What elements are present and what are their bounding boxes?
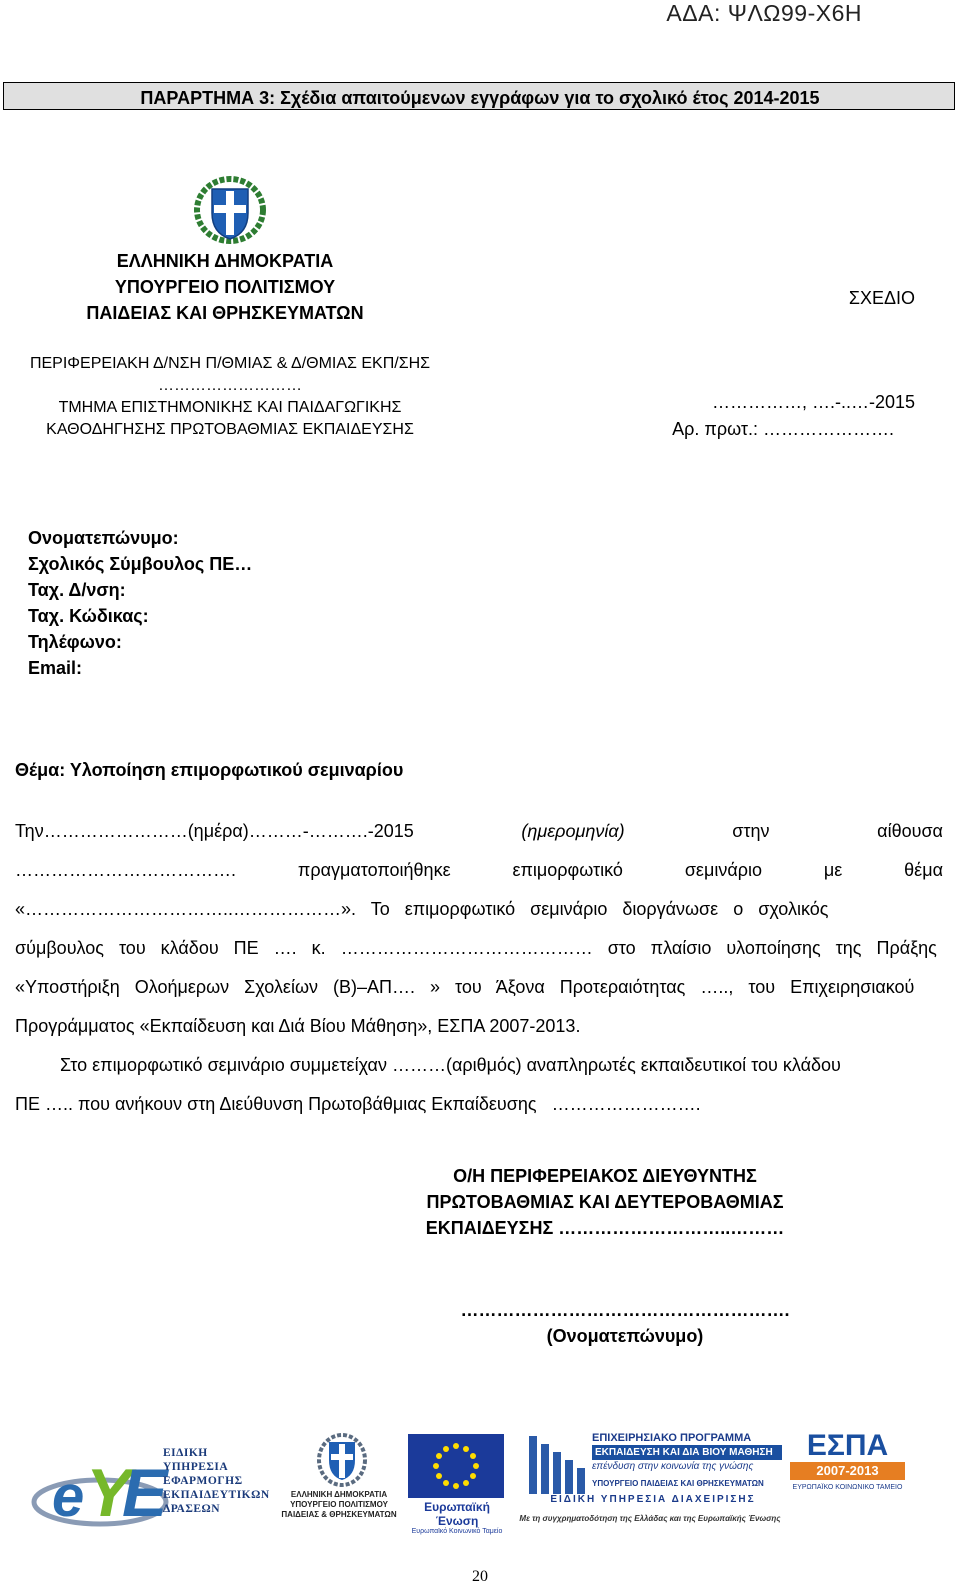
greek-emblem-icon (192, 175, 268, 245)
contact-email: Email: (28, 658, 83, 678)
cofunding-text: Με τη συγχρηματοδότηση της Ελλάδας και της Ευρωπαϊκής Ένωσης (519, 1514, 781, 1523)
signature-block (400, 1163, 810, 1241)
protocol-number: Αρ. πρωτ.: …………………. (672, 419, 894, 439)
body-fragment: Την……………………(ημέρα)………-……….-2015 (15, 821, 414, 841)
date-line: ……………, ….-..…-2015 (711, 392, 915, 412)
body-fragment: στην (732, 821, 770, 841)
contact-block (28, 525, 252, 681)
body-line: Προγράμματος «Εκπαίδευση και Διά Βίου Μάθηση», ΕΣΠΑ 2007-2013. (15, 1016, 581, 1036)
logo-text-line: ΕΚΠΑΙΔΕΥΣΗ ΚΑΙ ΔΙΑ ΒΙΟΥ ΜΑΘΗΣΗ (592, 1445, 782, 1460)
body-fragment: (ημερομηνία) (521, 821, 625, 841)
signature-line: Ο/Η ΠΕΡΙΦΕΡΕΙΑΚΟΣ ΔΙΕΥΘΥΝΤΗΣ (453, 1166, 757, 1186)
header-line: ΕΛΛΗΝΙΚΗ ΔΗΜΟΚΡΑΤΙΑ (116, 251, 334, 271)
body-fragment: με (823, 860, 843, 880)
logo-text-line: ΠΑΙΔΕΙΑΣ & ΘΡΗΣΚΕΥΜΑΤΩΝ (281, 1510, 397, 1519)
body-line: «Υποστήριξη Ολοήμερων Σχολείων (Β)–ΑΠ…. » του Άξονα Προτεραιότητας ….., του Επιχειρησιακού (15, 977, 915, 997)
ep-service-text: ΕΙΔΙΚΗ ΥΠΗΡΕΣΙΑ ΔΙΑΧΕΙΡΙΣΗΣ (550, 1494, 756, 1505)
signature-name-block (460, 1297, 790, 1349)
logo-text-line: Ευρωπαϊκή Ένωση (424, 1500, 490, 1528)
body-line: ΠΕ ….. που ανήκουν στη Διεύθυνση Πρωτοβάθμιας Εκπαίδευσης ……………………. (15, 1094, 701, 1114)
espa-years: 2007-2013 (790, 1462, 905, 1480)
contact-phone: Τηλέφωνο: (28, 632, 122, 652)
body-line (15, 812, 943, 851)
body-fragment: θέμα (904, 860, 943, 880)
eu-logo-text (405, 1500, 509, 1535)
body-fragment: σεμινάριο (684, 860, 762, 880)
contact-role: Σχολικός Σύμβουλος ΠΕ… (28, 554, 253, 574)
region-line: ΠΕΡΙΦΕΡΕΙΑΚΗ Δ/ΝΣΗ Π/ΘΜΙΑΣ & Δ/ΘΜΙΑΣ ΕΚΠ/ΣΗΣ (29, 355, 431, 372)
logo-text-line: ΕΛΛΗΝΙΚΗ ΔΗΜΟΚΡΑΤΙΑ (290, 1490, 388, 1499)
ministry-logo-text (276, 1490, 402, 1520)
body-fragment: ………………………………. (15, 860, 237, 880)
header-line: ΥΠΟΥΡΓΕΙΟ ΠΟΛΙΤΙΣΜΟΥ (114, 277, 336, 297)
signature-line: ΠΡΩΤΟΒΑΘΜΙΑΣ ΚΑΙ ΔΕΥΤΕΡΟΒΑΘΜΙΑΣ (426, 1192, 784, 1212)
logo-text-line: ΕΦΑΡΜΟΓΗΣ (163, 1475, 243, 1487)
ep-program-icon (527, 1434, 587, 1496)
header-line: ΠΑΙΔΕΙΑΣ ΚΑΙ ΘΡΗΣΚΕΥΜΑΤΩΝ (86, 303, 364, 323)
region-line: ΤΜΗΜΑ ΕΠΙΣΤΗΜΟΝΙΚΗΣ ΚΑΙ ΠΑΙΔΑΓΩΓΙΚΗΣ (58, 399, 402, 416)
ministry-emblem-icon (316, 1432, 368, 1488)
body-line (15, 851, 943, 890)
eye-logo-text (163, 1446, 270, 1516)
body-line: «……………………………..………………». Το επιμορφωτικό σεμινάριο διοργάνωσε ο σχολικός (15, 899, 829, 919)
espa-fund: ΕΥΡΩΠΑΪΚΟ ΚΟΙΝΩΝΙΚΟ ΤΑΜΕΙΟ (792, 1484, 903, 1491)
signature-dots: ………………………………………………. (460, 1300, 790, 1320)
ada-code: ΑΔΑ: ΨΛΩ99-Χ6Η (666, 0, 862, 26)
logo-text-line: επένδυση στην κοινωνία της γνώσης (592, 1461, 754, 1472)
eu-flag-icon (408, 1434, 504, 1498)
annex-title: ΠΑΡΑΡΤΗΜΑ 3: Σχέδια απαιτούμενων εγγράφων για το σχολικό έτος 2014-2015 (140, 88, 820, 108)
ministry-header (80, 248, 370, 326)
page-number: 20 (472, 1568, 488, 1585)
body-fragment: επιμορφωτικό (512, 860, 623, 880)
body-fragment: αίθουσα (877, 821, 943, 841)
espa-title: ΕΣΠΑ (806, 1429, 889, 1462)
logo-text-line: ΔΡΑΣΕΩΝ (163, 1503, 221, 1515)
logo-text-line: Ευρωπαϊκό Κοινωνικό Ταμείο (411, 1528, 503, 1535)
svg-text:E: E (122, 1455, 168, 1531)
draft-label: ΣΧΕΔΙΟ (848, 288, 915, 308)
body-fragment: πραγματοποιήθηκε (297, 860, 451, 880)
svg-text:Y: Y (86, 1455, 132, 1531)
logo-text-line: ΥΠΗΡΕΣΙΑ (163, 1461, 229, 1473)
region-line: ΚΑΘΟΔΗΓΗΣΗΣ ΠΡΩΤΟΒΑΘΜΙΑΣ ΕΚΠΑΙΔΕΥΣΗΣ (46, 421, 414, 438)
logo-text-line: ΥΠΟΥΡΓΕΙΟ ΠΑΙΔΕΙΑΣ ΚΑΙ ΘΡΗΣΚΕΥΜΑΤΩΝ (592, 1479, 764, 1488)
ep-logo-text (592, 1432, 782, 1490)
body-line: σύμβουλος του κλάδου ΠΕ …. κ. …………………………………… στο πλαίσιο υλοποίησης της Πράξης (15, 938, 937, 958)
region-line: ……………………… (158, 377, 302, 394)
logo-text-line: ΥΠΟΥΡΓΕΙΟ ΠΟΛΙΤΙΣΜΟΥ (290, 1500, 388, 1509)
signature-line: ΕΚΠΑΙΔΕΥΣΗΣ ………………………..……… (425, 1218, 785, 1238)
logo-text-line: ΕΚΠΑΙΔΕΥΤΙΚΩΝ (163, 1489, 270, 1501)
body-text (15, 812, 943, 1124)
logo-text-line: ΕΠΙΧΕΙΡΗΣΙΑΚΟ ΠΡΟΓΡΑΜΜΑ (592, 1432, 752, 1444)
logo-text-line: ΕΙΔΙΚΗ (163, 1447, 208, 1459)
contact-postcode: Ταχ. Κώδικας: (28, 606, 149, 626)
body-line: Στο επιμορφωτικό σεμινάριο συμμετείχαν ………(αριθμός) αναπληρωτές εκπαιδευτικοί του κλάδου (60, 1055, 841, 1075)
svg-text:e: e (52, 1464, 85, 1529)
signature-name-label: (Ονοματεπώνυμο) (546, 1326, 704, 1346)
espa-logo (790, 1430, 905, 1491)
contact-name: Ονοματεπώνυμο: (28, 528, 179, 548)
region-block (0, 353, 460, 441)
subject-line: Θέμα: Υλοποίηση επιμορφωτικού σεμιναρίου (15, 760, 404, 780)
contact-address: Ταχ. Δ/νση: (28, 580, 126, 600)
